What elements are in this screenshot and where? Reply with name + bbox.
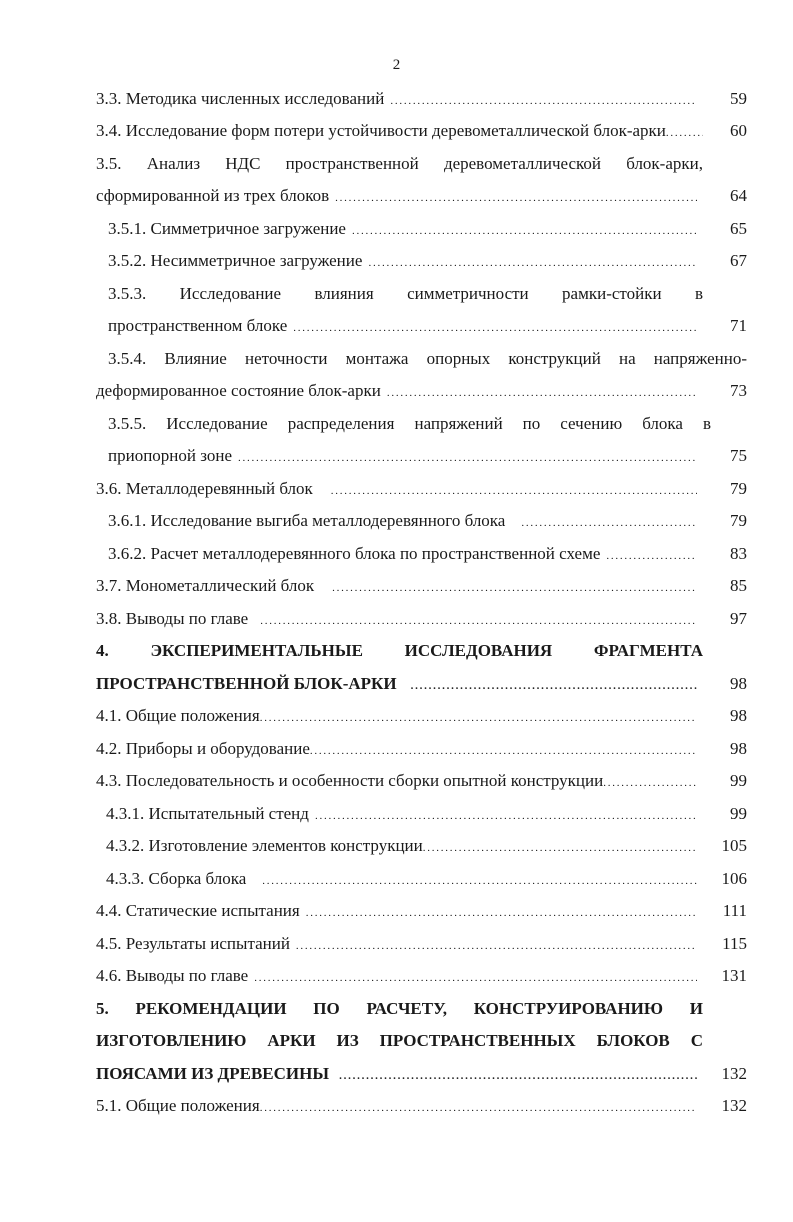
toc-entry-page: 85 (730, 576, 747, 595)
toc-entry-3-5-line1[interactable]: 3.5. Анализ НДС пространственной деревометаллической блок-арки, (96, 154, 703, 173)
toc-entry-title: 4.5. Результаты испытаний (96, 934, 290, 953)
toc-entry-3-3[interactable] (96, 86, 747, 112)
toc-entry-3-5[interactable] (96, 183, 747, 209)
toc-entry-5-1[interactable] (96, 1093, 747, 1119)
toc-entry-page: 98 (730, 739, 747, 758)
toc-entry-title: 4.3.2. Изготовление элементов конструкции (106, 836, 423, 855)
toc-entry-page: 98 (730, 706, 747, 725)
dot-leader (603, 768, 697, 796)
dot-leader (666, 118, 703, 146)
toc-entry-page: 111 (722, 901, 747, 920)
toc-entry-3-5-1[interactable] (108, 216, 747, 242)
toc-chapter-5-line1[interactable]: 5. РЕКОМЕНДАЦИИ ПО РАСЧЕТУ, КОНСТРУИРОВАНИЮ И (96, 999, 703, 1018)
toc-chapter-5-line2[interactable]: ИЗГОТОВЛЕНИЮ АРКИ ИЗ ПРОСТРАНСТВЕННЫХ БЛОКОВ С (96, 1031, 703, 1050)
dot-leader (254, 963, 697, 991)
toc-entry-page: 97 (730, 609, 747, 628)
toc-entry-page: 79 (730, 511, 747, 530)
toc-entry-3-6[interactable] (96, 476, 747, 502)
toc-entry-title: 3.6.1. Исследование выгиба металлодеревянного блока (108, 511, 506, 530)
toc-entry-4-5[interactable] (96, 931, 747, 957)
dot-leader (315, 801, 697, 829)
dot-leader (423, 833, 697, 861)
dot-leader (411, 671, 697, 699)
page-number: 2 (392, 57, 401, 73)
dot-leader (387, 378, 697, 406)
toc-entry-title: 3.8. Выводы по главе (96, 609, 249, 628)
dot-leader (260, 1093, 697, 1121)
toc-entry-page: 99 (730, 804, 747, 823)
toc-entry-4-3-2[interactable] (106, 833, 747, 859)
toc-entry-3-5-5[interactable] (108, 443, 747, 469)
toc-entry-title: 4.1. Общие положения (96, 706, 260, 725)
toc-entry-page: 64 (730, 186, 747, 205)
toc-entry-3-5-3-line1[interactable]: 3.5.3. Исследование влияния симметричности рамки-стойки в (108, 284, 703, 303)
toc-entry-3-5-4[interactable] (96, 378, 747, 404)
dot-leader (352, 216, 697, 244)
toc-entry-title: 4.2. Приборы и оборудование (96, 739, 310, 758)
dot-leader (339, 1061, 697, 1089)
toc-chapter-4-line1[interactable]: 4. ЭКСПЕРИМЕНТАЛЬНЫЕ ИССЛЕДОВАНИЯ ФРАГМЕНТА (96, 641, 703, 660)
toc-entry-3-5-2[interactable] (108, 248, 747, 274)
dot-leader (521, 508, 697, 536)
toc-entry-3-5-3[interactable] (108, 313, 747, 339)
toc-entry-3-7[interactable] (96, 573, 747, 599)
toc-entry-page: 59 (730, 89, 747, 108)
toc-entry-page: 83 (730, 544, 747, 563)
toc-entry-title: 4.3.3. Сборка блока (106, 869, 247, 888)
dot-leader (260, 703, 697, 731)
dot-leader (262, 866, 697, 894)
toc-entry-page: 115 (722, 934, 747, 953)
toc-entry-page: 79 (730, 479, 747, 498)
toc-entry-page: 60 (730, 121, 747, 140)
toc-entry-page: 71 (730, 316, 747, 335)
toc-entry-page: 99 (730, 771, 747, 790)
toc-entry-page: 65 (730, 219, 747, 238)
dot-leader (332, 573, 697, 601)
toc-entry-3-6-1[interactable] (108, 508, 747, 534)
toc-entry-3-4[interactable] (96, 118, 747, 144)
toc-entry-title: 3.5.2. Несимметричное загружение (108, 251, 363, 270)
toc-entry-title: 3.7. Монометаллический блок (96, 576, 315, 595)
toc-entry-4-1[interactable] (96, 703, 747, 729)
toc-entry-page: 67 (730, 251, 747, 270)
toc-entry-page: 106 (721, 869, 747, 888)
toc-entry-page: 131 (721, 966, 747, 985)
dot-leader (238, 443, 697, 471)
toc-entry-4-2[interactable] (96, 736, 747, 762)
toc-entry-title: приопорной зоне (108, 446, 232, 465)
toc-entry-page: 132 (721, 1064, 747, 1083)
dot-leader (606, 541, 697, 569)
toc-entry-title: деформированное состояние блок-арки (96, 381, 381, 400)
toc-entry-4-4[interactable] (96, 898, 747, 924)
toc-chapter-4[interactable] (96, 671, 747, 697)
toc-entry-3-5-4-line1[interactable]: 3.5.4. Влияние неточности монтажа опорных конструкций на напряженно- (108, 349, 747, 368)
toc-entry-title: 5.1. Общие положения (96, 1096, 260, 1115)
dot-leader (331, 476, 697, 504)
dot-leader (335, 183, 697, 211)
toc-entry-3-8[interactable] (96, 606, 747, 632)
dot-leader (306, 898, 697, 926)
toc-entry-title: сформированной из трех блоков (96, 186, 330, 205)
toc-entry-title: 4.3.1. Испытательный стенд (106, 804, 309, 823)
toc-entry-4-6[interactable] (96, 963, 747, 989)
toc-entry-title: пространственном блоке (108, 316, 288, 335)
dot-leader (293, 313, 697, 341)
toc-entry-4-3-3[interactable] (106, 866, 747, 892)
toc-entry-page: 75 (730, 446, 747, 465)
toc-entry-title: 3.6. Металлодеревянный блок (96, 479, 313, 498)
dot-leader (368, 248, 697, 276)
toc-entry-title: 4.3. Последовательность и особенности сборки опытной конструкции (96, 771, 604, 790)
dot-leader (296, 931, 697, 959)
toc-entry-title: 4.4. Статические испытания (96, 901, 300, 920)
toc-entry-title: 3.6.2. Расчет металлодеревянного блока по пространственной схеме (108, 544, 601, 563)
toc-entry-title: 3.5.1. Симметричное загружение (108, 219, 346, 238)
toc-entry-page: 73 (730, 381, 747, 400)
toc-entry-page: 132 (721, 1096, 747, 1115)
toc-entry-3-6-2[interactable] (108, 541, 747, 567)
toc-entry-page: 98 (730, 674, 747, 693)
toc-entry-title: ПОЯСАМИ ИЗ ДРЕВЕСИНЫ (96, 1064, 330, 1083)
toc-entry-title: 4.6. Выводы по главе (96, 966, 249, 985)
toc-entry-title: 3.3. Методика численных исследований (96, 89, 385, 108)
toc-chapter-5[interactable] (96, 1061, 747, 1087)
toc-entry-3-5-5-line1[interactable]: 3.5.5. Исследование распределения напряжений по сечению блока в (108, 414, 711, 433)
toc-entry-page: 105 (721, 836, 747, 855)
dot-leader (390, 86, 697, 114)
toc-entry-4-3-1[interactable] (106, 801, 747, 827)
dot-leader (260, 606, 697, 634)
toc-entry-title: ПРОСТРАНСТВЕННОЙ БЛОК-АРКИ (96, 674, 397, 693)
toc-entry-4-3[interactable] (96, 768, 747, 794)
dot-leader (310, 736, 697, 764)
toc-entry-title: 3.4. Исследование форм потери устойчивости деревометаллической блок-арки (96, 121, 666, 140)
